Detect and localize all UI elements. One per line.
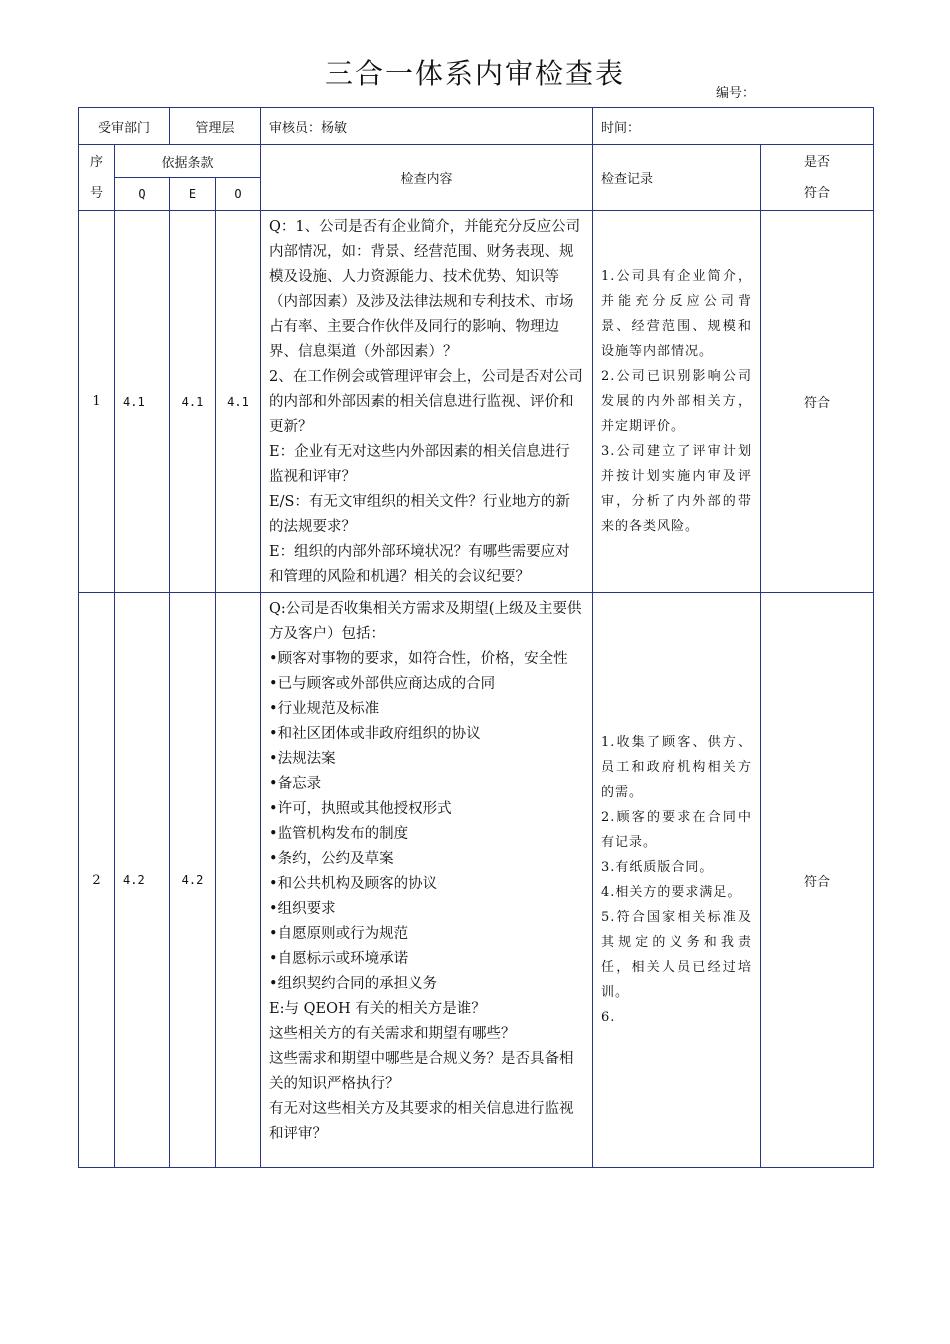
record-header: 检查记录 (593, 145, 761, 211)
row-check-content (261, 593, 593, 1168)
row-seq: 2 (79, 593, 115, 1168)
page-title: 三合一体系内审检查表 (324, 57, 625, 90)
content-line: E：企业有无对这些内外部因素的相关信息进行监视和评审？ (269, 444, 570, 485)
record-line: 3.公司建立了评审计划并按计划实施内审及评审，分析了内外部的带来的各类风险。 (601, 444, 753, 534)
row-conform: 符合 (761, 211, 874, 593)
content-line: •组织要求 (269, 901, 336, 917)
content-line: •自愿原则或行为规范 (269, 926, 409, 942)
content-line: E/S：有无文审组织的相关文件？行业地方的新的法规要求？ (269, 494, 570, 535)
e-header: E (170, 178, 216, 211)
table-row (79, 211, 874, 593)
content-line: E:与 QEOH 有关的相关方是谁？ (269, 1001, 486, 1017)
content-line: •条约，公约及草案 (269, 851, 394, 867)
content-line: 有无对这些相关方及其要求的相关信息进行监视和评审？ (269, 1101, 574, 1142)
record-line: 5.符合国家相关标准及其规定的义务和我责任，相关人员已经过培训。 (601, 910, 753, 1000)
table-row (79, 593, 874, 1168)
seq-header-top: 序 (89, 154, 103, 170)
content-line: •许可，执照或其他授权形式 (269, 801, 452, 817)
row-o-clause: 4.1 (216, 211, 261, 593)
content-line: •顾客对事物的要求，如符合性，价格，安全性 (269, 651, 568, 667)
content-line: •自愿标示或环境承诺 (269, 951, 409, 967)
content-line: •已与顾客或外部供应商达成的合同 (269, 676, 496, 692)
audited-dept-value: 管理层 (170, 108, 261, 145)
conform-header-top: 是否 (804, 154, 831, 170)
content-header: 检查内容 (261, 145, 593, 211)
row-check-record (593, 211, 761, 593)
content-line: 这些相关方的有关需求和期望有哪些？ (269, 1026, 516, 1042)
header-info-row (79, 108, 874, 145)
content-line: •法规法案 (269, 751, 336, 767)
content-line: •和社区团体或非政府组织的协议 (269, 726, 481, 742)
row-e-clause: 4.1 (170, 211, 216, 593)
record-line: 2.顾客的要求在合同中有记录。 (601, 810, 753, 850)
row-q-clause: 4.1 (115, 211, 170, 593)
row-q-clause: 4.2 (115, 593, 170, 1168)
content-line: •和公共机构及顾客的协议 (269, 876, 438, 892)
q-header: Q (115, 178, 170, 211)
auditor: 审核员：杨敏 (261, 108, 593, 145)
content-line: •组织契约合同的承担义务 (269, 976, 438, 992)
content-line: E：组织的内部外部环境状况？有哪些需要应对和管理的风险和机遇？相关的会议纪要？ (269, 544, 570, 585)
row-check-content (261, 211, 593, 593)
audit-time: 时间： (593, 108, 874, 145)
conform-header-bottom: 符合 (804, 185, 831, 201)
content-line: 2、在工作例会或管理评审会上，公司是否对公司的内部和外部因素的相关信息进行监视、评价和更新？ (269, 369, 583, 435)
record-line: 1.收集了顾客、供方、员工和政府机构相关方的需。 (601, 735, 753, 800)
record-line: 3.有纸质版合同。 (601, 860, 714, 875)
row-check-record (593, 593, 761, 1168)
o-header: O (216, 178, 261, 211)
content-line: Q:公司是否收集相关方需求及期望(上级及主要供方及客户）包括： (269, 601, 582, 642)
audited-dept-label: 受审部门 (79, 108, 170, 145)
record-line: 6. (601, 1010, 616, 1025)
content-line: •行业规范及标准 (269, 701, 380, 717)
row-conform: 符合 (761, 593, 874, 1168)
row-o-clause (216, 593, 261, 1168)
content-line: 这些需求和期望中哪些是合规义务？是否具备相关的知识严格执行？ (269, 1051, 574, 1092)
seq-header-bottom: 号 (89, 185, 103, 201)
row-seq: 1 (79, 211, 115, 593)
record-line: 2.公司已识别影响公司发展的内外部相关方，并定期评价。 (601, 369, 753, 434)
column-header-row-1 (79, 145, 874, 178)
content-line: •备忘录 (269, 776, 322, 792)
content-line: Q：1、公司是否有企业简介，并能充分反应公司内部情况，如：背景、经营范围、财务表现、规模及设施、人力资源能力、技术优势、知识等（内部因素）及涉及法律法规和专利技术、市场占有率、主要合作伙伴及同行的影响、物理边界、信息渠道（外部因素）？ (269, 219, 581, 360)
basis-header: 依据条款 (115, 145, 261, 178)
content-line: •监管机构发布的制度 (269, 826, 409, 842)
row-e-clause: 4.2 (170, 593, 216, 1168)
record-line: 4.相关方的要求满足。 (601, 885, 742, 900)
record-line: 1.公司具有企业简介，并能充分反应公司背景、经营范围、规模和设施等内部情况。 (601, 269, 753, 359)
conform-header (761, 145, 874, 211)
audit-checklist-table (78, 107, 874, 1168)
document-number-label: 编号： (716, 86, 756, 101)
seq-header (79, 145, 115, 211)
